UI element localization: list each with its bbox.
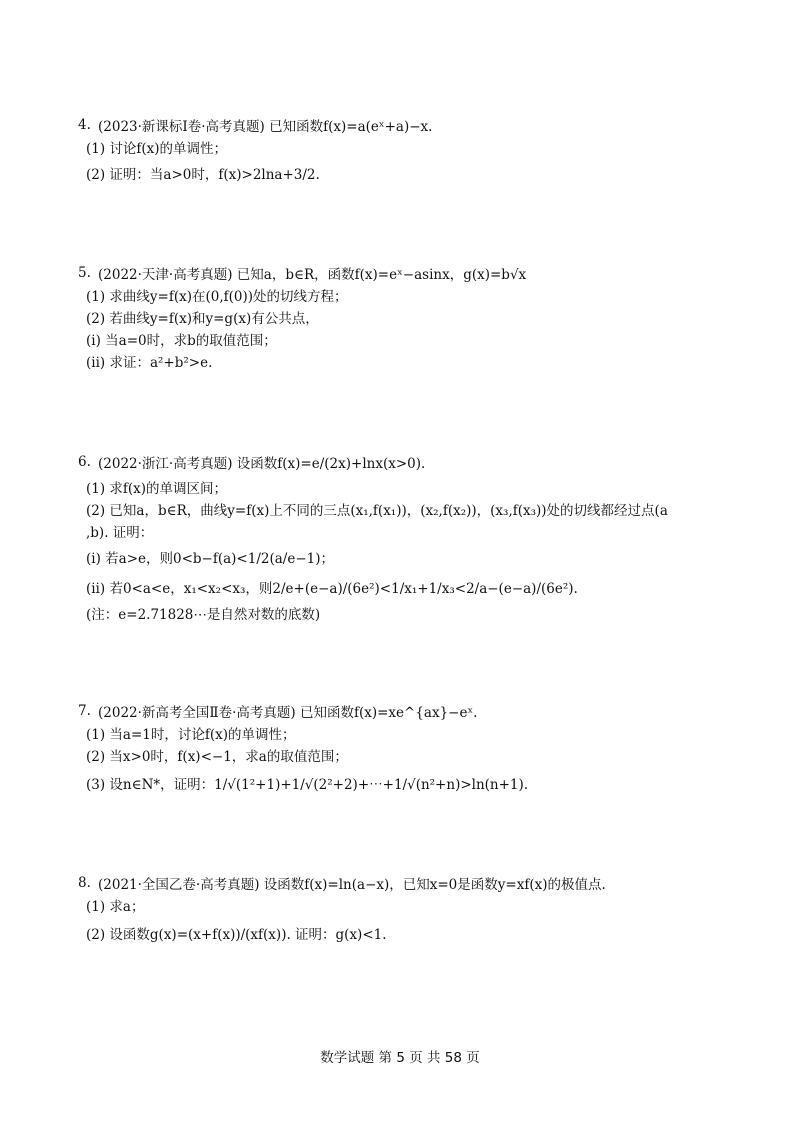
problem-number: 7.	[78, 703, 91, 719]
part-text: (1) 讨论f(x)的单调性；	[86, 141, 228, 157]
problem-source: (2022·新高考全国Ⅱ卷·高考真题)	[98, 705, 296, 721]
problem-6	[78, 448, 750, 624]
part-text: (注：e=2.71828⋯是自然对数的底数)	[86, 607, 321, 623]
problem-4	[78, 114, 750, 188]
problem-source: (2021·全国乙卷·高考真题)	[98, 877, 260, 893]
problem-5	[78, 262, 750, 372]
part-text: (2) 设函数g(x)=(x+f(x))/(xf(x)). 证明：g(x)<1.	[86, 927, 387, 943]
part-text: (2) 已知a，b∈R，曲线y=f(x)上不同的三点(x₁,f(x₁))，(x₂,f(x₂))，(x₃,f(x₃))处的切线都经过点(a	[86, 503, 668, 519]
problem-stem: 设函数f(x)=ln(a−x)，已知x=0是函数y=xf(x)的极值点.	[263, 877, 606, 893]
problem-6-stem	[78, 448, 750, 476]
problem-number: 4.	[78, 117, 91, 133]
problem-stem: 已知a，b∈R，函数f(x)=eˣ−asinx，g(x)=b√x	[236, 267, 527, 283]
problem-source: (2023·新课标Ⅰ卷·高考真题)	[98, 119, 265, 135]
part-text: ,b). 证明：	[86, 525, 154, 541]
problem-number: 6.	[78, 454, 91, 470]
problem-4-stem	[78, 114, 750, 136]
part-text: (2) 若曲线y=f(x)和y=g(x)有公共点，	[86, 311, 319, 327]
part-text: (ⅰ) 若a>e，则0<b−f(a)<1/2(a/e−1)；	[86, 551, 334, 567]
part-text: (i) 当a=0时，求b的取值范围；	[86, 333, 277, 349]
part-text: (ⅱ) 若0<a<e，x₁<x₂<x₃，则2/e+(e−a)/(6e²)<1/x₁+1/x₃<2/a−(e−a)/(6e²).	[86, 581, 578, 597]
problem-7-stem	[78, 700, 750, 722]
problem-source: (2022·天津·高考真题)	[98, 267, 233, 283]
problem-source: (2022·浙江·高考真题)	[98, 456, 233, 472]
problem-stem: 已知函数f(x)=a(eˣ+a)−x.	[269, 119, 433, 135]
part-text: (2) 证明：当a>0时，f(x)>2lna+3/2.	[86, 167, 320, 183]
problem-stem: 设函数f(x)=e/(2x)+lnx(x>0).	[236, 456, 426, 472]
part-text: (1) 求a；	[86, 899, 145, 915]
part-text: (1) 当a=1时，讨论f(x)的单调性；	[86, 727, 296, 743]
problem-8-stem	[78, 872, 750, 894]
problem-number: 8.	[78, 875, 91, 891]
part-text: (1) 求f(x)的单调区间；	[86, 481, 228, 497]
problem-7	[78, 700, 750, 800]
problem-8	[78, 872, 750, 950]
problem-stem: 已知函数f(x)=xe^{ax}−eˣ.	[299, 705, 478, 721]
part-text: (2) 当x>0时，f(x)<−1，求a的取值范围；	[86, 749, 348, 765]
problem-5-stem	[78, 262, 750, 284]
part-text: (ii) 求证：a²+b²>e.	[86, 355, 213, 371]
part-text: (1) 求曲线y=f(x)在(0,f(0))处的切线方程；	[86, 289, 348, 305]
problem-number: 5.	[78, 265, 91, 281]
page-footer: 数学试题 第 5 页 共 58 页	[320, 1050, 480, 1066]
part-text: (3) 设n∈N*，证明：1/√(1²+1)+1/√(2²+2)+⋯+1/√(n²+n)>ln(n+1).	[86, 777, 529, 793]
